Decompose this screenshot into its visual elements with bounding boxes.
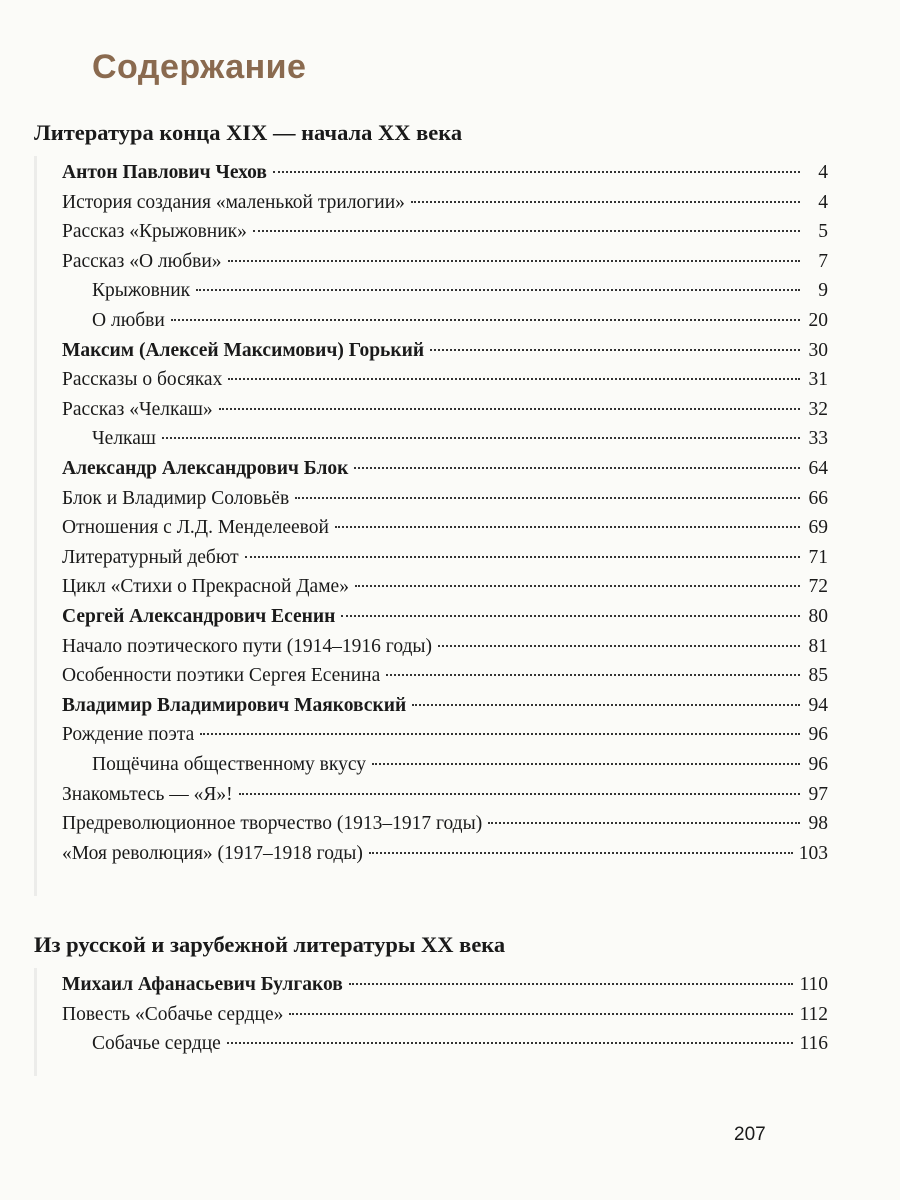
toc-entry-page: 71 — [808, 546, 828, 568]
toc-entry-title: Начало поэтического пути (1914–1916 годы) — [62, 635, 433, 657]
toc-entry-page: 94 — [808, 694, 828, 716]
dot-leader — [354, 467, 800, 469]
dot-leader — [171, 319, 800, 321]
toc-entry — [62, 336, 828, 365]
dot-leader — [228, 378, 800, 380]
toc-entry-page: 20 — [808, 310, 828, 331]
toc-entry-title: Блок и Владимир Соловьёв — [62, 487, 290, 509]
toc-entry — [62, 454, 828, 483]
toc-entry-page: 116 — [799, 1033, 828, 1055]
dot-leader — [349, 983, 794, 985]
dot-leader — [488, 822, 800, 824]
toc-entry-page: 4 — [818, 162, 828, 183]
toc-entry-title: Рассказ «О любви» — [62, 250, 222, 272]
toc-entry-title: Антон Павлович Чехов — [62, 162, 267, 183]
toc-entry — [62, 158, 828, 187]
toc-entry — [92, 306, 828, 335]
toc-entry-title: Рассказ «Челкаш» — [62, 398, 213, 420]
dot-leader — [438, 645, 800, 647]
dot-leader — [369, 852, 793, 854]
toc-entry — [62, 780, 828, 809]
dot-leader — [341, 615, 800, 617]
toc-entry — [62, 661, 828, 690]
toc-entry — [62, 632, 828, 661]
toc-entry-page: 96 — [808, 724, 828, 746]
toc-entry-title: Предреволюционное творчество (1913–1917 годы) — [62, 813, 483, 835]
toc-entry-title: Сергей Александрович Есенин — [62, 606, 336, 627]
toc-entry — [92, 424, 828, 453]
toc-entry — [62, 365, 828, 394]
dot-leader — [219, 408, 800, 410]
toc-entry-page: 103 — [798, 842, 828, 864]
toc-entry-title: Знакомьтесь — «Я»! — [62, 783, 233, 805]
toc-entry — [62, 247, 828, 276]
section-heading: Из русской и зарубежной литературы XX века — [34, 932, 506, 957]
toc-entry — [62, 1000, 828, 1029]
toc-entry-page: 69 — [808, 517, 828, 539]
toc-entry-page: 31 — [808, 369, 828, 391]
toc-entry — [62, 970, 828, 999]
section-frame — [34, 156, 37, 896]
toc-entry-page: 112 — [799, 1003, 828, 1025]
toc-entry-page: 32 — [808, 398, 828, 420]
dot-leader — [162, 437, 800, 439]
toc-entry-title: Рассказы о босяках — [62, 369, 223, 391]
toc-entry-page: 97 — [808, 783, 828, 805]
dot-leader — [228, 260, 800, 262]
toc-entry-title: Литературный дебют — [62, 546, 239, 568]
toc-entry-page: 72 — [808, 576, 828, 598]
dot-leader — [430, 349, 800, 351]
dot-leader — [239, 793, 800, 795]
toc-entry — [62, 395, 828, 424]
toc-entry-title: Крыжовник — [92, 280, 191, 302]
toc-entry-title: Цикл «Стихи о Прекрасной Даме» — [62, 576, 349, 598]
dot-leader — [295, 497, 800, 499]
toc-entry — [62, 839, 828, 868]
toc-entry — [62, 720, 828, 749]
dot-leader — [200, 733, 800, 735]
toc-entry — [62, 543, 828, 572]
toc-entry-title: Пощёчина общественному вкусу — [92, 754, 366, 775]
toc-entry-page: 4 — [818, 191, 828, 213]
toc-entry-page: 5 — [818, 221, 828, 243]
toc-entry-page: 81 — [808, 635, 828, 657]
dot-leader — [289, 1013, 793, 1015]
toc-entry-title: Собачье сердце — [92, 1033, 221, 1055]
toc-entry — [62, 691, 828, 720]
toc-entry-title: Владимир Владимирович Маяковский — [62, 694, 407, 716]
toc-entry-title: О любви — [92, 310, 165, 331]
toc-entry-page: 64 — [808, 458, 828, 479]
dot-leader — [411, 201, 800, 203]
dot-leader — [386, 674, 800, 676]
dot-leader — [335, 526, 800, 528]
toc-entry-page: 85 — [808, 665, 828, 687]
section-heading: Литература конца XIX — начала XX века — [34, 120, 463, 145]
toc-entry-page: 98 — [808, 813, 828, 835]
dot-leader — [355, 585, 800, 587]
page-title: Содержание — [92, 48, 307, 86]
dot-leader — [372, 763, 800, 765]
toc-entry-page: 66 — [808, 487, 828, 509]
toc-entry-page: 80 — [808, 606, 828, 627]
toc-entry — [62, 188, 828, 217]
section-frame — [34, 968, 37, 1076]
toc-entry — [62, 809, 828, 838]
toc-entry-title: Повесть «Собачье сердце» — [62, 1003, 284, 1025]
toc-entry-page: 33 — [808, 428, 828, 450]
toc-entry-title: Особенности поэтики Сергея Есенина — [62, 665, 381, 687]
toc-entry-page: 9 — [818, 280, 828, 302]
toc-entry — [62, 602, 828, 631]
toc-entry-title: История создания «маленькой трилогии» — [62, 191, 405, 213]
toc-entry-page: 96 — [808, 754, 828, 775]
toc-entry — [62, 572, 828, 601]
toc-entry-page: 30 — [808, 339, 828, 361]
toc-entry — [92, 276, 828, 305]
toc-entry-title: Рассказ «Крыжовник» — [62, 221, 247, 243]
dot-leader — [253, 230, 800, 232]
toc-entry-title: Михаил Афанасьевич Булгаков — [62, 974, 343, 995]
toc-entry — [92, 750, 828, 779]
toc-entry — [62, 217, 828, 246]
dot-leader — [245, 556, 800, 558]
dot-leader — [196, 289, 800, 291]
toc-entry-title: Челкаш — [92, 428, 156, 450]
toc-entry — [62, 484, 828, 513]
toc-entry-page: 7 — [818, 250, 828, 272]
toc-entry-title: «Моя революция» (1917–1918 годы) — [62, 842, 363, 864]
toc-entry — [62, 513, 828, 542]
toc-entry-page: 110 — [799, 974, 828, 995]
dot-leader — [273, 171, 800, 173]
dot-leader — [412, 704, 800, 706]
toc-entry-title: Рождение поэта — [62, 724, 195, 746]
dot-leader — [227, 1042, 794, 1044]
page-number: 207 — [734, 1124, 766, 1145]
toc-entry — [92, 1029, 828, 1058]
toc-entry-title: Александр Александрович Блок — [62, 458, 349, 479]
toc-entry-title: Максим (Алексей Максимович) Горький — [62, 339, 425, 361]
toc-entry-title: Отношения с Л.Д. Менделеевой — [62, 517, 329, 539]
